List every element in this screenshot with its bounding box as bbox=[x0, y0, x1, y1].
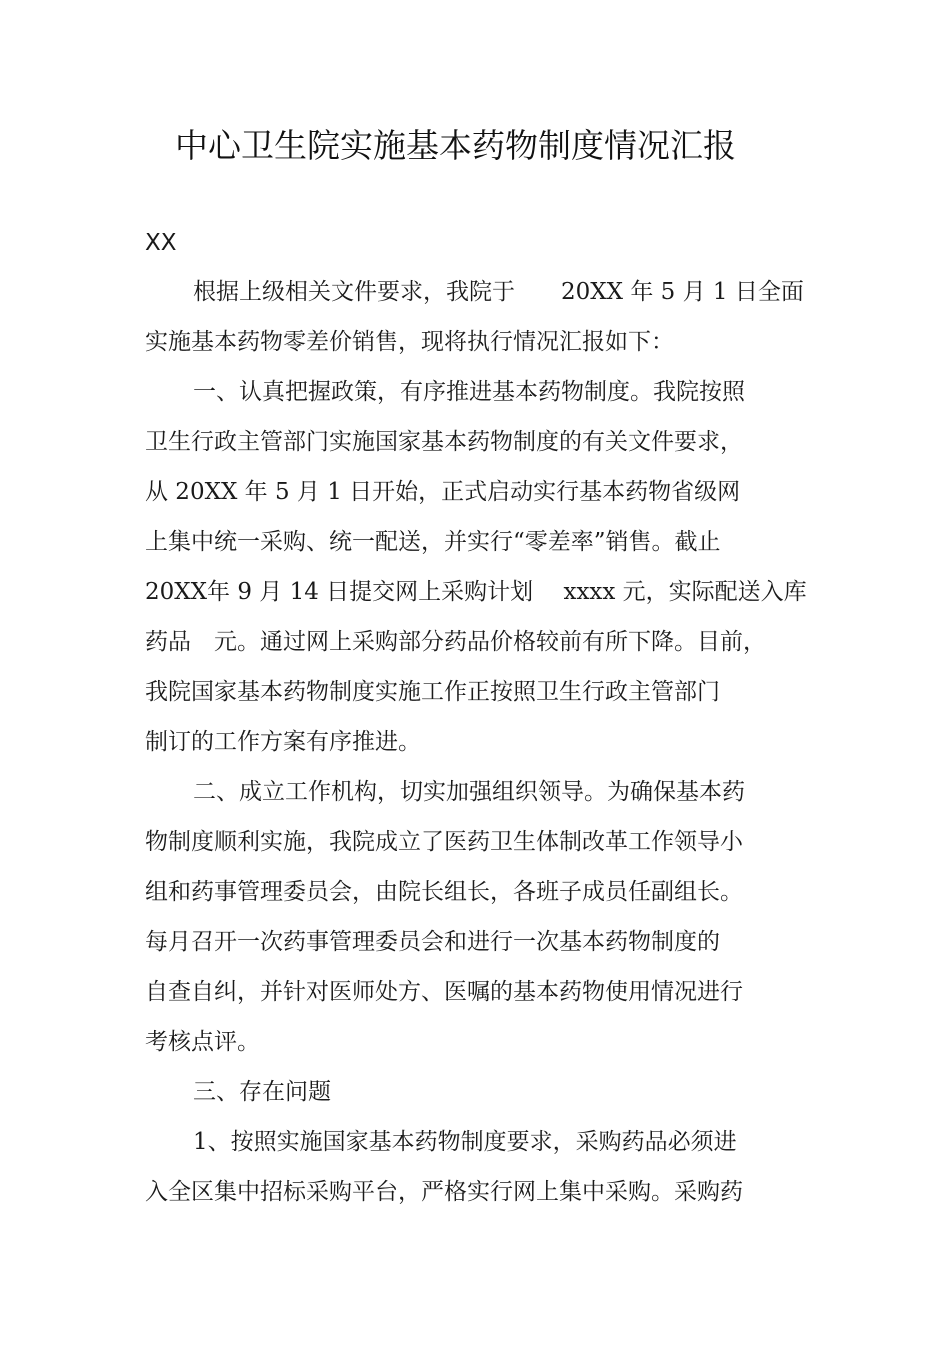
section-heading-1: 一、认真把握政策，有序推进基本药物制度。我院按照 bbox=[193, 379, 745, 405]
paragraph-line: 组和药事管理委员会，由院长组长，各班子成员任副组长。 bbox=[145, 879, 743, 905]
paragraph-line: 考核点评。 bbox=[145, 1029, 260, 1055]
paragraph-line: 实施基本药物零差价销售，现将执行情况汇报如下： bbox=[145, 329, 674, 355]
paragraph-line: 入全区集中招标采购平台，严格实行网上集中采购。采购药 bbox=[145, 1179, 743, 1205]
paragraph-line: 药品 元。通过网上采购部分药品价格较前有所下降。目前， bbox=[145, 629, 766, 655]
paragraph-line: 制订的工作方案有序推进。 bbox=[145, 729, 421, 755]
document-title: 中心卫生院实施基本药物制度情况汇报 bbox=[175, 126, 736, 165]
paragraph-line: 我院国家基本药物制度实施工作正按照卫生行政主管部门 bbox=[145, 679, 720, 705]
paragraph-line: 物制度顺利实施，我院成立了医药卫生体制改革工作领导小 bbox=[145, 829, 743, 855]
paragraph-line: 每月召开一次药事管理委员会和进行一次基本药物制度的 bbox=[145, 929, 720, 955]
paragraph-line: 1、按照实施国家基本药物制度要求，采购药品必须进 bbox=[193, 1129, 737, 1155]
paragraph-line: 根据上级相关文件要求，我院于 20XX 年 5 月 1 日全面 bbox=[193, 279, 804, 305]
addressee: XX bbox=[145, 230, 177, 256]
section-heading-2: 二、成立工作机构，切实加强组织领导。为确保基本药 bbox=[193, 779, 745, 805]
paragraph-line: 20XX年 9 月 14 日提交网上采购计划 xxxx 元，实际配送入库 bbox=[145, 579, 807, 605]
paragraph-line: 上集中统一采购、统一配送，并实行“零差率”销售。截止 bbox=[145, 529, 721, 555]
paragraph-line: 卫生行政主管部门实施国家基本药物制度的有关文件要求， bbox=[145, 429, 743, 455]
paragraph-line: 从 20XX 年 5 月 1 日开始，正式启动实行基本药物省级网 bbox=[145, 479, 741, 505]
paragraph-line: 自查自纠，并针对医师处方、医嘱的基本药物使用情况进行 bbox=[145, 979, 743, 1005]
section-heading-3: 三、存在问题 bbox=[193, 1079, 331, 1105]
